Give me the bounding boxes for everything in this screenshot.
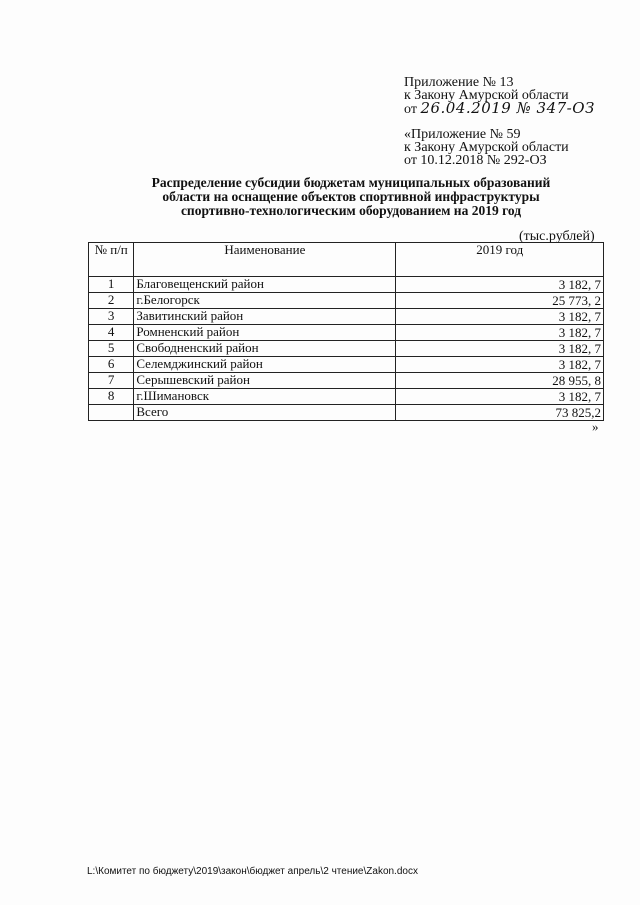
prev-annex-date: от 10.12.2018 № 292-ОЗ xyxy=(404,153,547,168)
row-value: 28 955, 8 xyxy=(396,373,604,389)
table-row xyxy=(89,293,604,309)
annex-date-line xyxy=(404,99,595,117)
table-row xyxy=(89,341,604,357)
table-total-row xyxy=(89,405,604,421)
annex-date-prefix: от xyxy=(404,102,417,117)
row-num: 8 xyxy=(89,389,134,405)
prev-annex-law-ref: к Закону Амурской области xyxy=(404,140,569,155)
title-line-2: области на оснащение объектов спортивной инфраструктуры xyxy=(162,189,540,204)
title-line-3: спортивно-технологическим оборудованием на 2019 год xyxy=(180,203,522,218)
row-num: 3 xyxy=(89,309,134,325)
row-value: 3 182, 7 xyxy=(396,357,604,373)
annex-law-ref: к Закону Амурской области xyxy=(404,88,569,103)
table-header-row xyxy=(89,243,604,277)
row-num: 7 xyxy=(89,373,134,389)
table-row xyxy=(89,389,604,405)
total-value: 73 825,2 xyxy=(396,405,604,421)
header-num: № п/п xyxy=(89,243,134,277)
row-value: 3 182, 7 xyxy=(396,325,604,341)
row-value: 3 182, 7 xyxy=(396,389,604,405)
annex-header xyxy=(404,76,595,116)
row-num: 5 xyxy=(89,341,134,357)
subsidy-table xyxy=(88,242,604,421)
row-name: Свободненский район xyxy=(134,341,396,357)
unit-label: (тыс.рублей) xyxy=(519,229,595,244)
table-row xyxy=(89,357,604,373)
header-name: Наименование xyxy=(134,243,396,277)
row-value: 3 182, 7 xyxy=(396,277,604,293)
row-name: Ромненский район xyxy=(134,325,396,341)
row-name: г.Шимановск xyxy=(134,389,396,405)
row-num: 4 xyxy=(89,325,134,341)
row-num: 1 xyxy=(89,277,134,293)
handwritten-date-number: 26.04.2019 № 347-ОЗ xyxy=(420,99,595,117)
table-row xyxy=(89,373,604,389)
row-value: 3 182, 7 xyxy=(396,341,604,357)
row-name: Селемджинский район xyxy=(134,357,396,373)
row-value: 3 182, 7 xyxy=(396,309,604,325)
row-value: 25 773, 2 xyxy=(396,293,604,309)
closing-quote: » xyxy=(592,419,599,434)
annex-number: Приложение № 13 xyxy=(404,75,514,90)
title-line-1: Распределение субсидии бюджетам муниципальных образований xyxy=(151,175,551,190)
total-num xyxy=(89,405,134,421)
row-name: г.Белогорск xyxy=(134,293,396,309)
header-year: 2019 год xyxy=(396,243,604,277)
total-label: Всего xyxy=(134,405,396,421)
prev-annex-number: «Приложение № 59 xyxy=(404,127,521,142)
row-num: 6 xyxy=(89,357,134,373)
row-num: 2 xyxy=(89,293,134,309)
row-name: Завитинский район xyxy=(134,309,396,325)
table-row xyxy=(89,325,604,341)
previous-annex-header xyxy=(404,128,569,167)
row-name: Благовещенский район xyxy=(134,277,396,293)
table-row xyxy=(89,277,604,293)
footer-file-path: L:\Комитет по бюджету\2019\закон\бюджет апрель\2 чтение\Zakon.docx xyxy=(87,866,418,877)
row-name: Серышевский район xyxy=(134,373,396,389)
document-title xyxy=(95,176,607,218)
table-row xyxy=(89,309,604,325)
